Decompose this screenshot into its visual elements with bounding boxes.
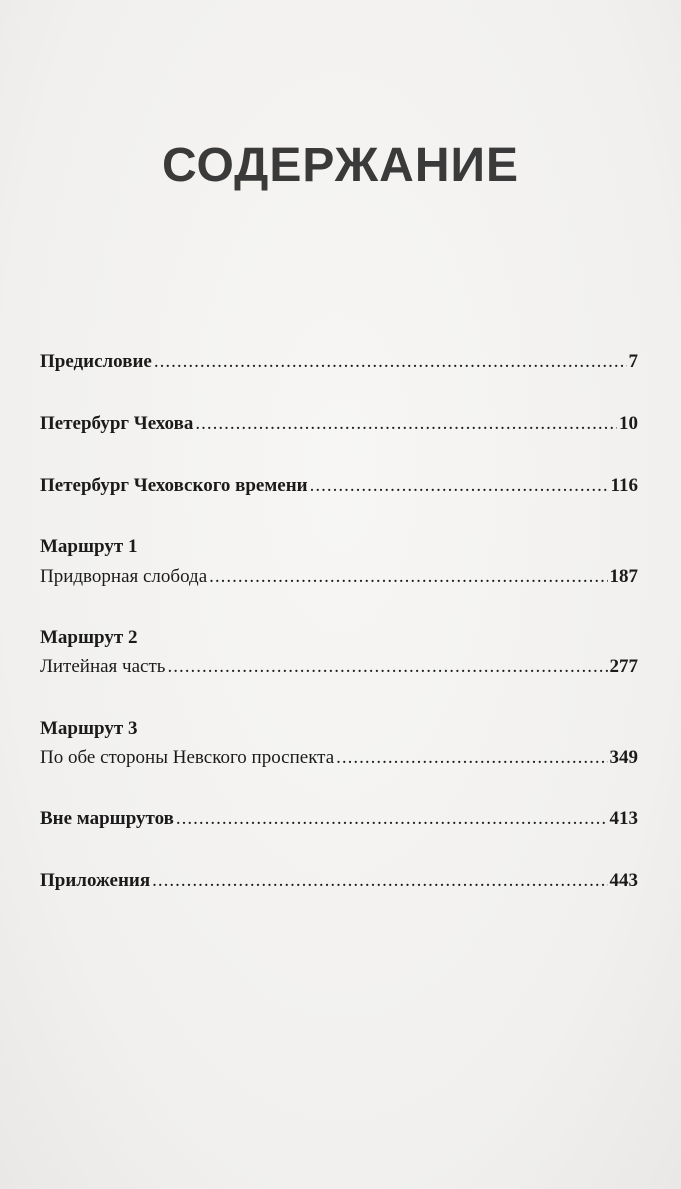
toc-entry-label: Приложения <box>40 870 151 891</box>
toc-page-number: 349 <box>609 747 638 768</box>
toc-entry-label: По обе стороны Невского проспекта <box>40 747 335 768</box>
toc-entry-route1[interactable] <box>40 565 638 589</box>
toc-entry-appendix[interactable] <box>40 869 638 893</box>
toc-entry-outside-routes[interactable] <box>40 807 638 831</box>
toc-entry-label: Придворная слобода <box>40 566 208 587</box>
toc-entry-petersburg-time[interactable] <box>40 474 638 498</box>
toc-section-heading-route3: Маршрут 3 <box>40 718 138 739</box>
toc-page-number: 277 <box>609 656 638 677</box>
toc-entry-label: Петербург Чеховского времени <box>40 475 308 496</box>
toc-leader-dots <box>310 474 609 498</box>
toc-leader-dots <box>167 655 607 679</box>
toc-entry-chekhov-petersburg[interactable] <box>40 412 638 436</box>
toc-leader-dots <box>176 807 608 831</box>
toc-page-number: 413 <box>609 808 638 829</box>
toc-page-number: 443 <box>609 870 638 891</box>
toc-entry-preface[interactable] <box>40 350 638 374</box>
toc-page-number: 7 <box>628 351 638 372</box>
toc-section-heading-route2: Маршрут 2 <box>40 627 138 648</box>
toc-entry-label: Предисловие <box>40 351 152 372</box>
toc-entry-route3[interactable] <box>40 746 638 770</box>
toc-leader-dots <box>154 350 627 374</box>
toc-page-number: 187 <box>609 566 638 587</box>
toc-section-heading-route1: Маршрут 1 <box>40 536 138 557</box>
toc-entry-label: Вне маршрутов <box>40 808 174 829</box>
toc-leader-dots <box>152 869 607 893</box>
toc-leader-dots <box>336 746 607 770</box>
page-title: СОДЕРЖАНИЕ <box>162 139 519 192</box>
toc-entry-label: Петербург Чехова <box>40 413 194 434</box>
toc-leader-dots <box>195 412 617 436</box>
toc-entry-label: Литейная часть <box>40 656 166 677</box>
toc-page-number: 116 <box>610 475 638 496</box>
toc-entry-route2[interactable] <box>40 655 638 679</box>
toc-page-number: 10 <box>619 413 638 434</box>
toc-leader-dots <box>209 565 607 589</box>
